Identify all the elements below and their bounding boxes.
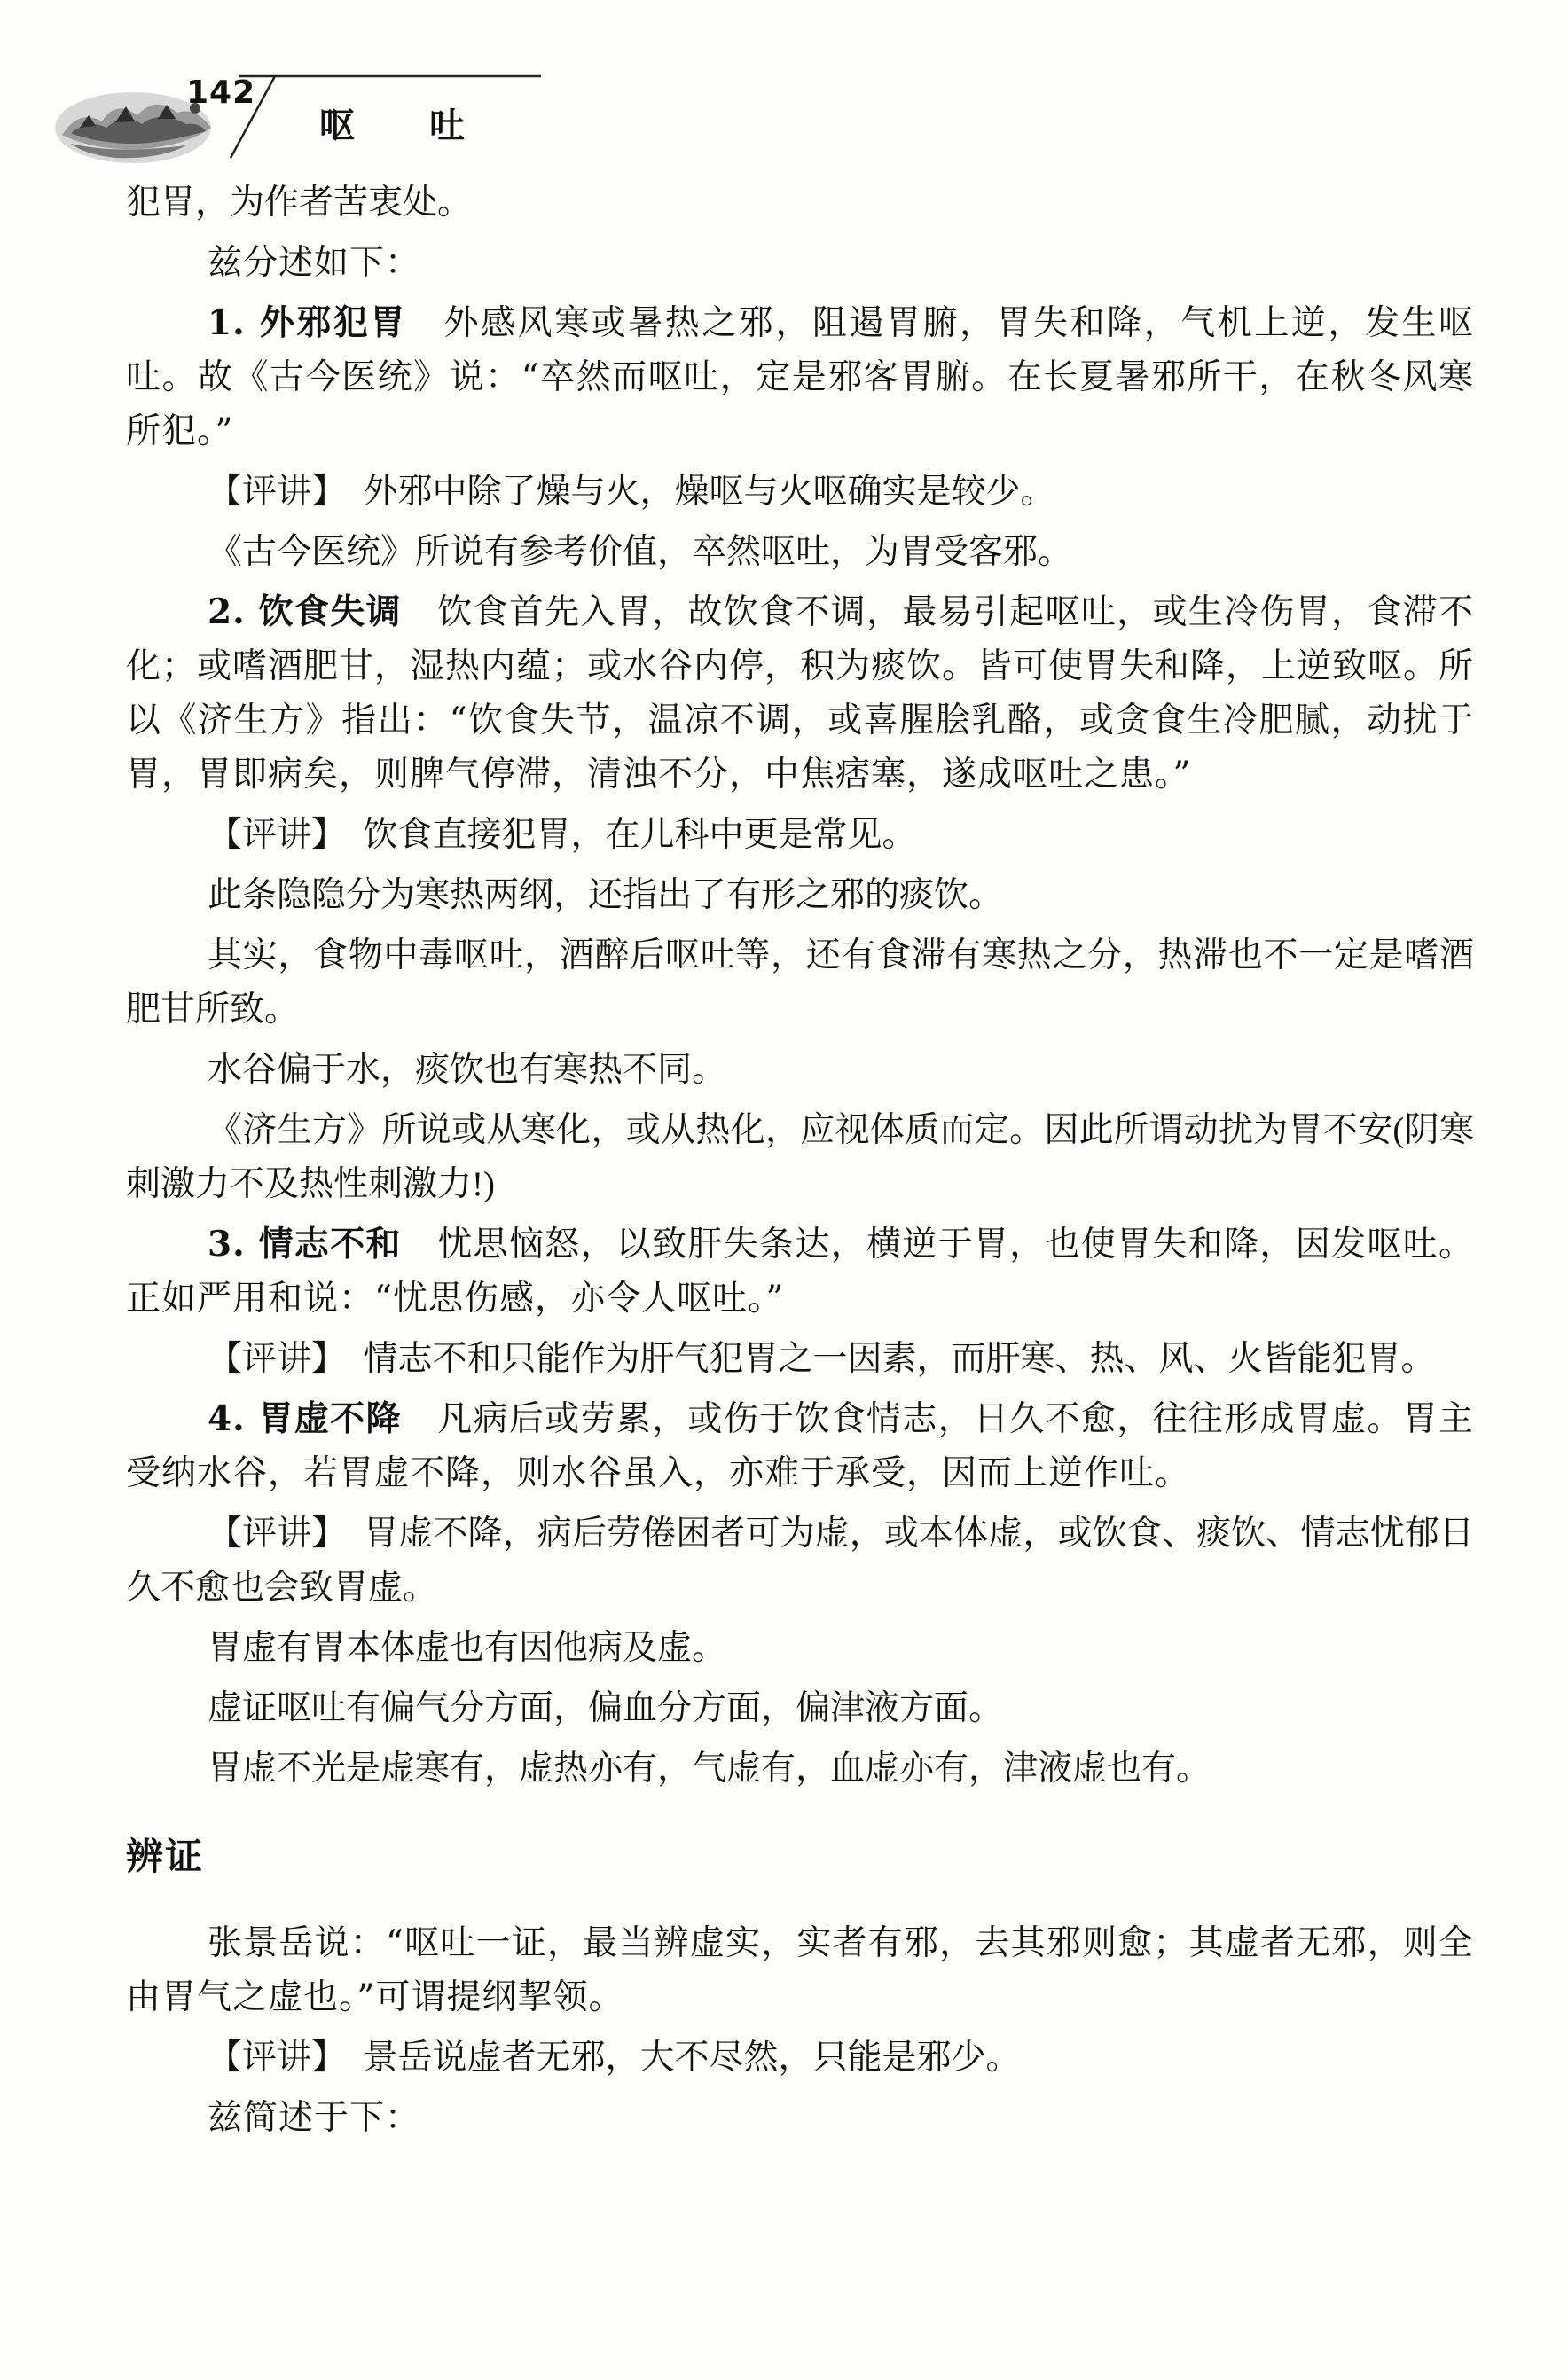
page-header bbox=[53, 62, 514, 168]
paragraph bbox=[126, 808, 1474, 862]
paragraph-text: 景岳说虚者无邪，大不尽然，只能是邪少。 bbox=[328, 2039, 1021, 2077]
paragraph bbox=[126, 868, 1474, 922]
paragraph-text: 忧思恼怒，以致肝失条达，横逆于胃，也使胃失和降，因发呕吐。正如严用和说：“忧思伤感，亦令人呕吐。” bbox=[126, 1225, 1474, 1319]
page-number: 142 bbox=[186, 74, 256, 111]
paragraph bbox=[126, 1217, 1474, 1326]
commentary-tag: 【评讲】 bbox=[208, 473, 329, 511]
paragraph-lead: 1. 外邪犯胃 bbox=[208, 302, 407, 343]
paragraph-text: 凡病后或劳累，或伤于饮食情志，日久不愈，往往形成胃虚。胃主受纳水谷，若胃虚不降，则水谷虽入，亦难于承受，因而上逆作吐。 bbox=[126, 1399, 1474, 1493]
paragraph bbox=[126, 296, 1474, 458]
paragraph-list bbox=[126, 176, 1474, 1796]
chapter-title-part2: 吐 bbox=[429, 106, 470, 146]
paragraph bbox=[126, 1103, 1474, 1211]
paragraph bbox=[126, 236, 1474, 290]
paragraph-text: 兹简述于下： bbox=[208, 2098, 421, 2138]
chapter-title-part1: 呕 bbox=[319, 106, 360, 146]
paragraph-text: 此条隐隐分为寒热两纲，还指出了有形之邪的痰饮。 bbox=[208, 876, 1004, 914]
chapter-title bbox=[319, 98, 470, 148]
paragraph-text: 外感风寒或暑热之邪，阻遏胃腑，胃失和降，气机上逆，发生呕吐。故《古今医统》说：“卒然而呕吐，定是邪客胃腑。在长夏暑邪所干，在秋冬风寒所犯。” bbox=[126, 303, 1474, 451]
paragraph-lead: 2. 饮食失调 bbox=[208, 591, 402, 632]
paragraph bbox=[126, 2091, 1474, 2145]
paragraph bbox=[126, 176, 1474, 230]
paragraph-list-after bbox=[126, 1916, 1474, 2145]
paragraph-text: 虚证呕吐有偏气分方面，偏血分方面，偏津液方面。 bbox=[208, 1689, 1004, 1727]
paragraph-lead: 4. 胃虚不降 bbox=[208, 1398, 402, 1439]
paragraph bbox=[126, 1507, 1474, 1615]
commentary-tag: 【评讲】 bbox=[208, 2039, 329, 2077]
commentary-tag: 【评讲】 bbox=[208, 1340, 329, 1378]
paragraph-text: 《古今医统》所说有参考价值，卒然呕吐，为胃受客邪。 bbox=[208, 533, 1073, 571]
paragraph bbox=[126, 1621, 1474, 1675]
paragraph-lead: 3. 情志不和 bbox=[208, 1224, 402, 1264]
section-heading: 辨证 bbox=[126, 1835, 205, 1878]
body-text bbox=[126, 176, 1474, 2151]
paragraph-text: 犯胃，为作者苦衷处。 bbox=[126, 184, 473, 222]
paragraph-text: 外邪中除了燥与火，燥呕与火呕确实是较少。 bbox=[328, 473, 1055, 511]
commentary-tag: 【评讲】 bbox=[208, 1515, 329, 1553]
paragraph bbox=[126, 1043, 1474, 1097]
paragraph-text: 兹分述如下： bbox=[208, 243, 421, 283]
paragraph bbox=[126, 525, 1474, 579]
paragraph bbox=[126, 1332, 1474, 1386]
paragraph bbox=[126, 1392, 1474, 1500]
paragraph bbox=[126, 2031, 1474, 2085]
paragraph bbox=[126, 1742, 1474, 1796]
paragraph bbox=[126, 928, 1474, 1037]
paragraph-text: 张景岳说：“呕吐一证，最当辨虚实，实者有邪，去其邪则愈；其虚者无邪，则全由胃气之虚也。”可谓提纲挈领。 bbox=[126, 1923, 1474, 2017]
paragraph bbox=[126, 1916, 1474, 2024]
paragraph-text: 《济生方》所说或从寒化，或从热化，应视体质而定。因此所谓动扰为胃不安(阴寒刺激力不及热性刺激力!) bbox=[126, 1111, 1474, 1203]
paragraph-text: 水谷偏于水，痰饮也有寒热不同。 bbox=[208, 1051, 727, 1089]
paragraph-text: 胃虚有胃本体虚也有因他病及虚。 bbox=[208, 1629, 727, 1667]
paragraph bbox=[126, 1681, 1474, 1735]
paragraph-text: 胃虚不降，病后劳倦困者可为虚，或本体虚，或饮食、痰饮、情志忧郁日久不愈也会致胃虚。 bbox=[126, 1515, 1474, 1607]
commentary-tag: 【评讲】 bbox=[208, 816, 329, 854]
paragraph bbox=[126, 465, 1474, 519]
paragraph-text: 其实，食物中毒呕吐，酒醉后呕吐等，还有食滞有寒热之分，热滞也不一定是嗜酒肥甘所致。 bbox=[126, 936, 1474, 1029]
paragraph bbox=[126, 585, 1474, 802]
paragraph-text: 胃虚不光是虚寒有，虚热亦有，气虚有，血虚亦有，津液虚也有。 bbox=[208, 1750, 1211, 1788]
paragraph-text: 饮食首先入胃，故饮食不调，最易引起呕吐，或生冷伤胃，食滞不化；或嗜酒肥甘，湿热内蕴；或水谷内停，积为痰饮。皆可使胃失和降，上逆致呕。所以《济生方》指出：“饮食失节，温凉不调，或喜腥脍乳酪，或贪食生冷肥腻，动扰于胃，胃即病矣，则脾气停滞，清浊不分，中焦痞塞，遂成呕吐之患。” bbox=[126, 592, 1475, 795]
paragraph-text: 饮食直接犯胃，在儿科中更是常见。 bbox=[328, 816, 917, 854]
paragraph-text: 情志不和只能作为肝气犯胃之一因素，而肝寒、热、风、火皆能犯胃。 bbox=[328, 1340, 1436, 1378]
